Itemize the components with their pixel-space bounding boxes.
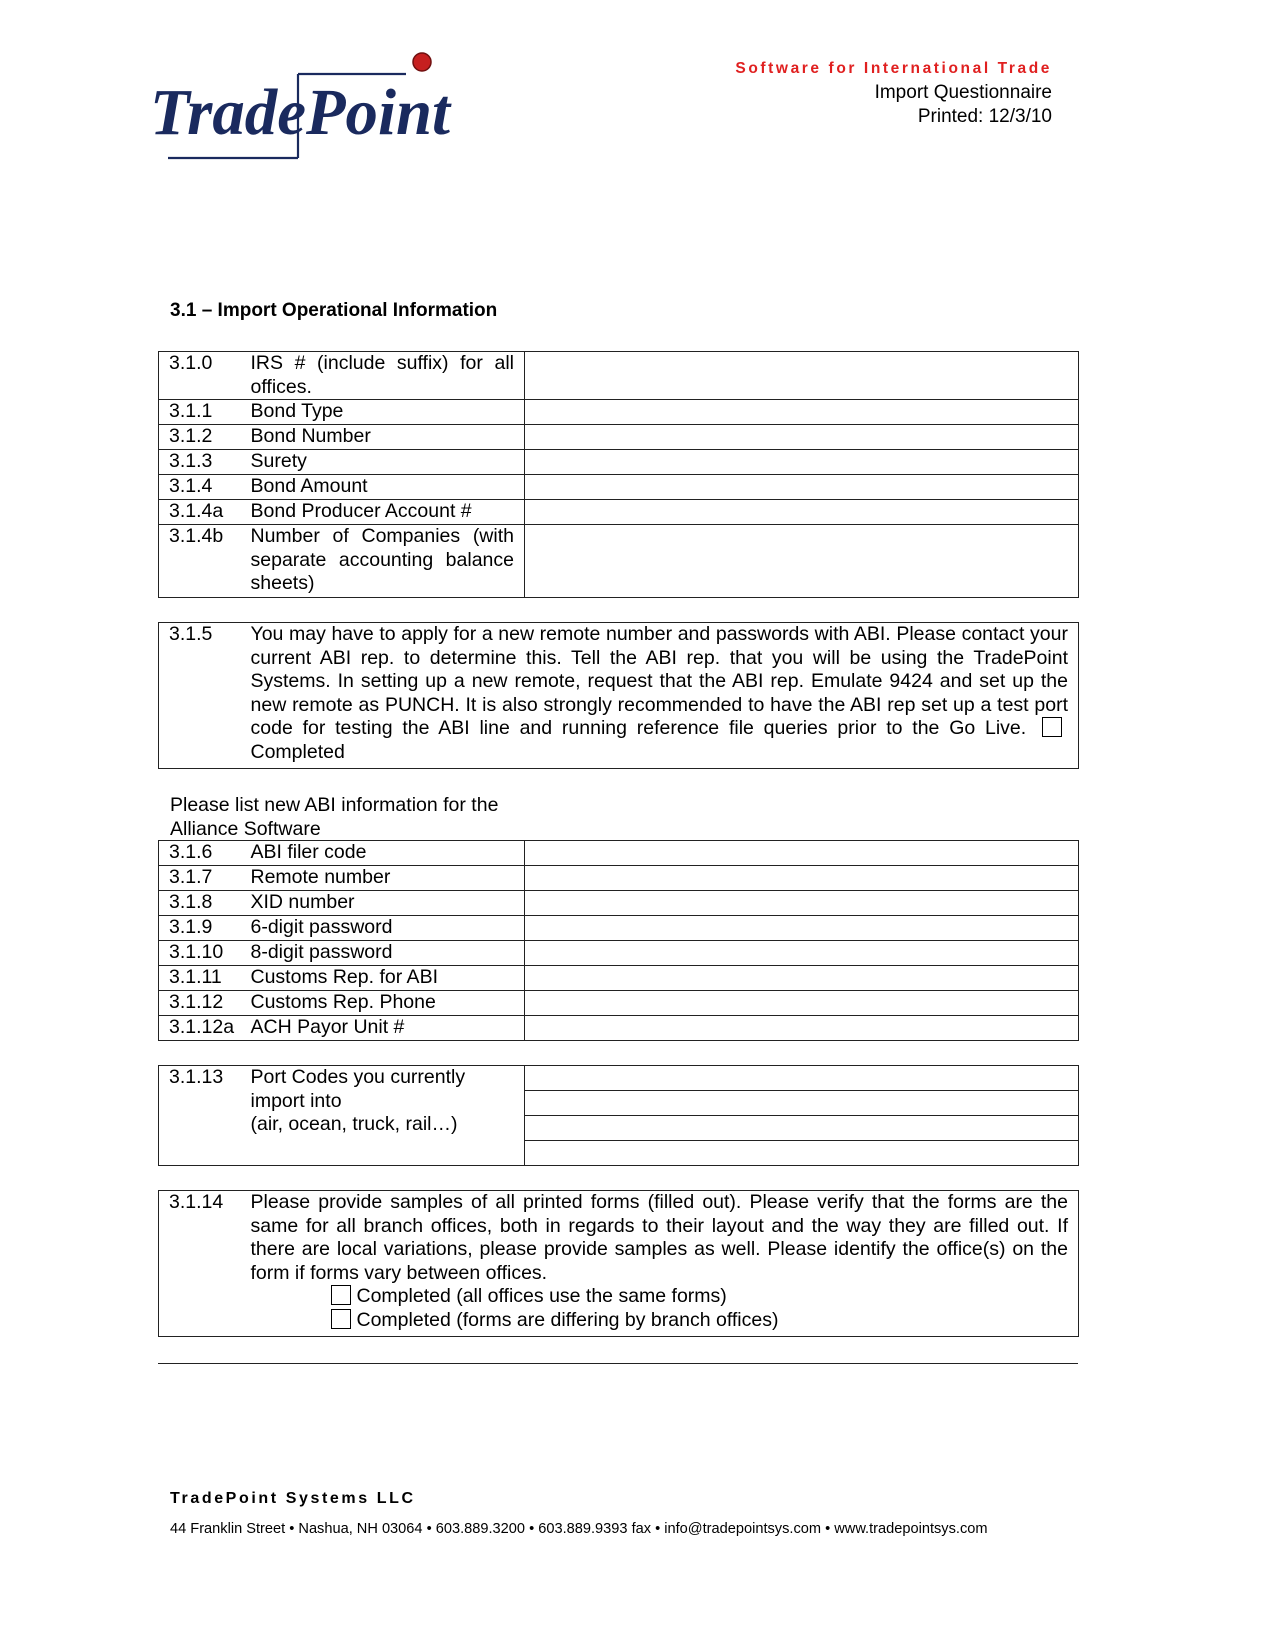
item-label: ACH Payor Unit # — [251, 1016, 525, 1041]
item-number: 3.1.1 — [159, 400, 251, 425]
port-code-field[interactable] — [525, 1141, 1079, 1166]
bottom-divider — [158, 1363, 1078, 1364]
table-row — [159, 400, 1079, 425]
item-number: 3.1.4b — [159, 525, 251, 598]
answer-field[interactable] — [525, 866, 1079, 891]
item-number: 3.1.7 — [159, 866, 251, 891]
item-number: 3.1.12a — [159, 1016, 251, 1041]
answer-field[interactable] — [525, 352, 1079, 400]
answer-field[interactable] — [525, 1016, 1079, 1041]
answer-field[interactable] — [525, 916, 1079, 941]
item-label: Bond Number — [251, 425, 525, 450]
completed-checkbox-label: Completed — [250, 740, 345, 763]
table-row — [159, 500, 1079, 525]
answer-field[interactable] — [525, 991, 1079, 1016]
item-number: 3.1.11 — [159, 966, 251, 991]
answer-field[interactable] — [525, 425, 1079, 450]
answer-field[interactable] — [525, 891, 1079, 916]
section-title: 3.1 – Import Operational Information — [170, 300, 498, 321]
port-code-field[interactable] — [525, 1116, 1079, 1141]
item-label: Bond Type — [251, 400, 525, 425]
differing-forms-checkbox[interactable] — [331, 1309, 351, 1329]
abi-intro-text: Please list new ABI information for the Alliance Software — [170, 794, 499, 840]
differing-forms-checkbox-label: Completed (forms are differing by branch offices) — [356, 1308, 779, 1331]
table-row — [159, 425, 1079, 450]
item-number: 3.1.8 — [159, 891, 251, 916]
table-row — [159, 891, 1079, 916]
port-code-field[interactable] — [525, 1066, 1079, 1091]
item-label: Bond Producer Account # — [251, 500, 525, 525]
item-label: XID number — [251, 891, 525, 916]
table-row — [159, 966, 1079, 991]
item-3-1-13-box — [158, 1065, 1079, 1166]
item-number: 3.1.12 — [159, 991, 251, 1016]
logo-wordmark: TradePoint — [150, 76, 452, 149]
item-number: 3.1.3 — [159, 450, 251, 475]
item-number: 3.1.10 — [159, 941, 251, 966]
item-label: IRS # (include suffix) for all offices. — [251, 352, 525, 400]
answer-field[interactable] — [525, 941, 1079, 966]
completed-checkbox[interactable] — [1042, 717, 1062, 737]
port-codes-label-line: Port Codes you currently — [250, 1066, 466, 1088]
header-printed-date: Printed: 12/3/10 — [917, 106, 1052, 127]
item-number: 3.1.0 — [159, 352, 251, 400]
item-label: ABI filer code — [251, 841, 525, 866]
item-label: Customs Rep. Phone — [251, 991, 525, 1016]
table-row — [159, 525, 1079, 598]
answer-field[interactable] — [525, 400, 1079, 425]
table-row — [159, 450, 1079, 475]
footer-company: TradePoint Systems LLC — [170, 1490, 416, 1507]
tradepoint-logo — [150, 46, 460, 171]
item-number: 3.1.4a — [159, 500, 251, 525]
table-row — [159, 1016, 1079, 1041]
answer-field[interactable] — [525, 450, 1079, 475]
port-code-field[interactable] — [525, 1091, 1079, 1116]
table-row — [159, 352, 1079, 400]
table-row — [159, 991, 1079, 1016]
item-label: Surety — [251, 450, 525, 475]
item-number: 3.1.13 — [159, 1066, 251, 1166]
answer-field[interactable] — [525, 500, 1079, 525]
answer-field[interactable] — [525, 525, 1079, 598]
item-3-1-5-box — [158, 622, 1079, 769]
answer-field[interactable] — [525, 966, 1079, 991]
item-3-1-14-text: Please provide samples of all printed forms (filled out). Please verify that the forms are the same for all branch offices, both in regards to their layout and the way they are filled out. If there are local variations, please provide samples as well. Please identify the office(s) on the form if forms vary between offices. — [250, 1191, 1068, 1284]
answer-field[interactable] — [525, 841, 1079, 866]
table-row — [159, 941, 1079, 966]
table-row — [159, 866, 1079, 891]
item-number: 3.1.2 — [159, 425, 251, 450]
port-codes-label-line: import into — [250, 1089, 342, 1112]
item-label: Bond Amount — [251, 475, 525, 500]
port-codes-label-line: (air, ocean, truck, rail…) — [250, 1113, 458, 1135]
item-number: 3.1.6 — [159, 841, 251, 866]
same-forms-checkbox[interactable] — [331, 1285, 351, 1305]
operational-info-table — [158, 351, 1079, 598]
table-row — [159, 916, 1079, 941]
header-tagline: Software for International Trade — [735, 60, 1052, 77]
abi-info-table — [158, 840, 1079, 1041]
footer-address: 44 Franklin Street • Nashua, NH 03064 • 603.889.3200 • 603.889.9393 fax • info@tradepointsys.com • www.tradepointsys.com — [170, 1521, 988, 1537]
table-row — [159, 475, 1079, 500]
item-label: Number of Companies (with separate accounting balance sheets) — [251, 525, 525, 598]
answer-field[interactable] — [525, 475, 1079, 500]
item-label: Remote number — [251, 866, 525, 891]
item-number: 3.1.5 — [159, 623, 251, 769]
item-number: 3.1.9 — [159, 916, 251, 941]
item-number: 3.1.14 — [159, 1191, 251, 1337]
item-3-1-14-box — [158, 1190, 1079, 1337]
item-label: 6-digit password — [251, 916, 525, 941]
item-label: 8-digit password — [251, 941, 525, 966]
logo-red-dot — [413, 53, 431, 71]
table-row — [159, 841, 1079, 866]
header-doc-title: Import Questionnaire — [874, 82, 1052, 103]
same-forms-checkbox-label: Completed (all offices use the same forms) — [356, 1285, 727, 1307]
item-number: 3.1.4 — [159, 475, 251, 500]
item-3-1-5-text: You may have to apply for a new remote number and passwords with ABI. Please contact your current ABI rep. to determine this. Tell the ABI rep. that you will be using the TradePoint Systems. In setting up a new remote, request that the ABI rep. Emulate 9424 and set up the new remote as PUNCH. It is also strongly recommended to have the ABI rep set up a test port code for testing the ABI line and running reference file queries prior to the Go Live. — [250, 623, 1068, 739]
item-label: Customs Rep. for ABI — [251, 966, 525, 991]
